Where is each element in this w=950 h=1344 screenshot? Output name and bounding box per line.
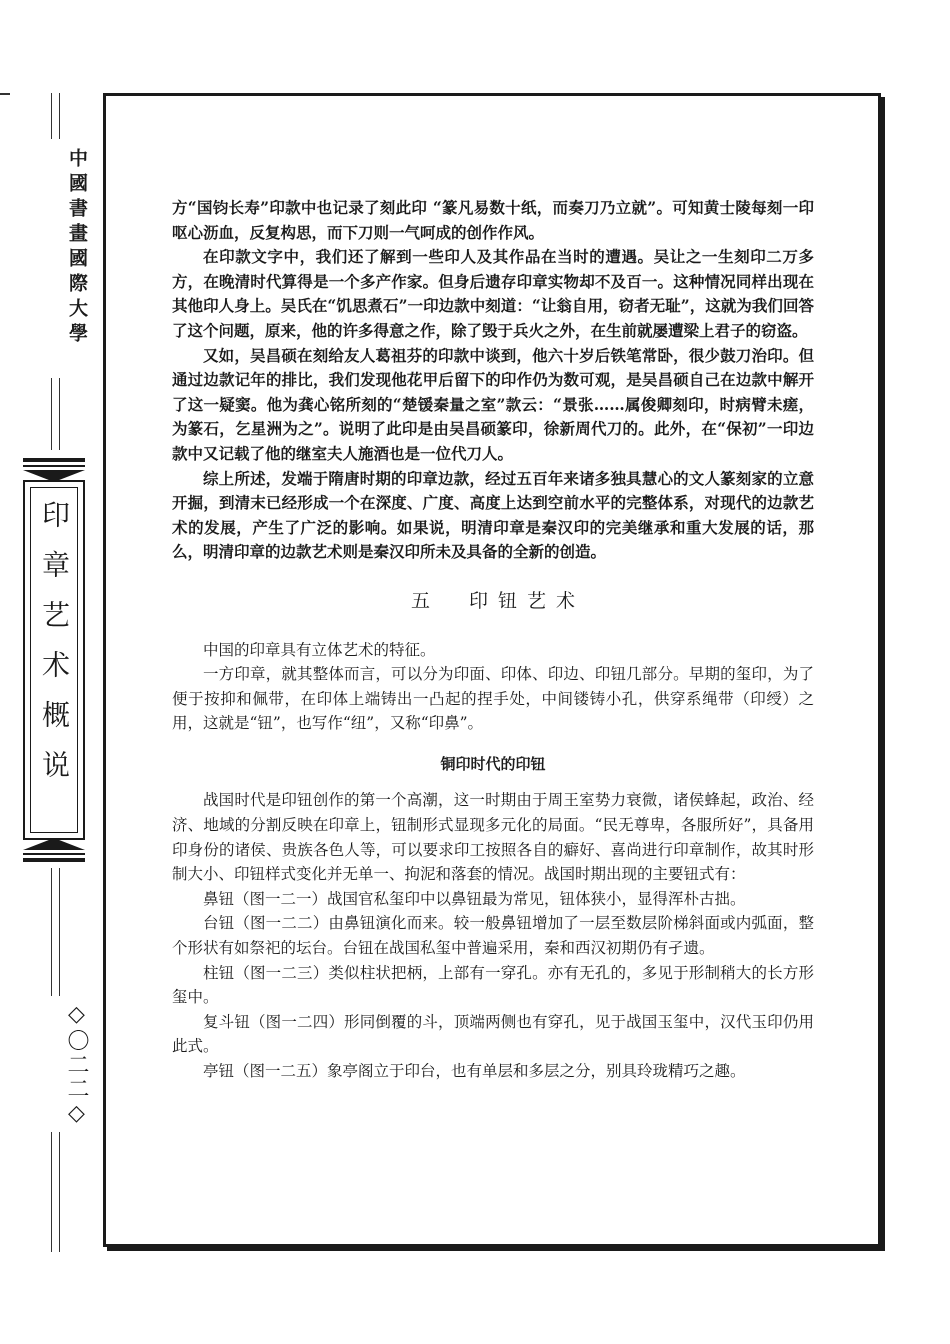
university-name: 中國書畫國際大學 <box>66 148 88 348</box>
panel-bar <box>23 465 85 467</box>
paragraph: 鼻钮（图一二一）战国官私玺印中以鼻钮最为常见，钮体狭小，显得浑朴古拙。 <box>203 889 746 908</box>
book-title: 印章艺术概说 <box>38 500 71 800</box>
book-title-panel <box>23 458 85 862</box>
paragraph: 在印款文字中，我们还了解到一些印人及其作品在当时的遭遇。吴让之一生刻印二万多方，在晚清时代算得是一个多产作家。但身后遗存印章实物却不及百一。这种情况同样出现在其他印人身上。吴氏在“饥思煮石”一印边款中刻道：“让翁自用，窃者无耻”，这就为我们回答了这个问题，原来，他的许多得意之作，除了毁于兵火之外，在生前就屡遭梁上君子的窃盗。 <box>172 247 814 340</box>
paragraph: 亭钮（图一二五）象亭阁立于印台，也有单层和多层之分，别具玲珑精巧之趣。 <box>203 1062 746 1080</box>
paragraph: 方“国钧长寿”印款中也记录了刻此印 “篆凡易数十纸，而奏刀乃立就”。可知黄士陵每刻一印呕心沥血，反复构思，而下刀则一气呵成的创作作风。 <box>172 198 814 242</box>
paragraph: 综上所述，发端于隋唐时期的印章边款，经过五百年来诸多独具慧心的文人篆刻家的立意开掘，到清末已经形成一个在深度、广度、高度上达到空前水平的完整体系，对现代的边款艺术的发展，产生了广泛的影响。如果说，明清印章是秦汉印的完美继承和重大发展的话，那么，明清印章的边款艺术则是秦汉印所未及具备的全新的创造。 <box>172 468 814 562</box>
subsection-title: 铜印时代的印钮 <box>440 754 546 773</box>
paragraph: 复斗钮（图一二四）形同倒覆的斗，顶端两侧也有穿孔，见于战国玉玺中，汉代玉印仍用此式。 <box>172 1012 814 1056</box>
left-edge-line <box>0 93 10 95</box>
panel-bar <box>23 853 85 855</box>
paragraph: 一方印章，就其整体而言，可以分为印面、印体、印边、印钮几部分。早期的玺印，为了便于按抑和佩带，在印体上端铸出一凸起的捏手处，中间镂铸小孔，供穿系绳带（印绶）之用，这就是“钮”，也写作“纽”，又称“印鼻”。 <box>172 665 814 733</box>
margin-rail <box>51 93 60 139</box>
panel-bar <box>23 858 85 862</box>
page-content <box>172 196 814 1084</box>
page-number: ◇〇二二◇ <box>64 1002 89 1128</box>
paragraph: 又如，吴昌硕在刻给友人葛祖芬的印款中谈到，他六十岁后铁笔常卧，很少鼓刀治印。但通过边款记年的排比，我们发现他花甲后留下的印作仍为数可观，是吴昌硕自己在边款中解开了这一疑窦。他为龚心铭所刻的“楚锾秦量之室”款云：“景张……属俊卿刻印，时病臂未瘥，为篆石，乞星洲为之”。说明了此印是由吴昌硕篆印，徐新周代刀的。此外，在“保初”一印边款中又记载了他的继室夫人施酒也是一位代刀人。 <box>172 345 814 463</box>
paragraph: 战国时代是印钮创作的第一个高潮，这一时期由于周王室势力衰微，诸侯蜂起，政治、经济、地域的分割反映在印章上，钮制形式显现多元化的局面。“民无尊卑，各服所好”，具备用印身份的诸侯、贵族各色人等，可以要求印工按照各自的癖好、喜尚进行印章制作，故其时形制大小、印钮样式变化并无单一、拘泥和落套的情况。战国时期出现的主要钮式有： <box>172 791 814 884</box>
paragraph: 台钮（图一二二）由鼻钮演化而来。较一般鼻钮增加了一层至数层阶梯斜面或内弧面，整个形状有如祭祀的坛台。台钮在战国私玺中普遍采用，秦和西汉初期仍有孑遗。 <box>172 914 814 958</box>
margin-rail <box>51 378 60 450</box>
paragraph: 中国的印章具有立体艺术的特征。 <box>203 640 436 659</box>
paragraph: 柱钮（图一二三）类似柱状把柄，上部有一穿孔。亦有无孔的，多见于形制稍大的长方形玺中。 <box>172 963 814 1007</box>
chevron-ornament-icon <box>23 838 85 852</box>
margin-rail <box>51 1132 60 1252</box>
section-title: 五 印钮艺术 <box>410 589 585 612</box>
margin-rail <box>51 868 60 996</box>
panel-bar <box>23 458 85 462</box>
